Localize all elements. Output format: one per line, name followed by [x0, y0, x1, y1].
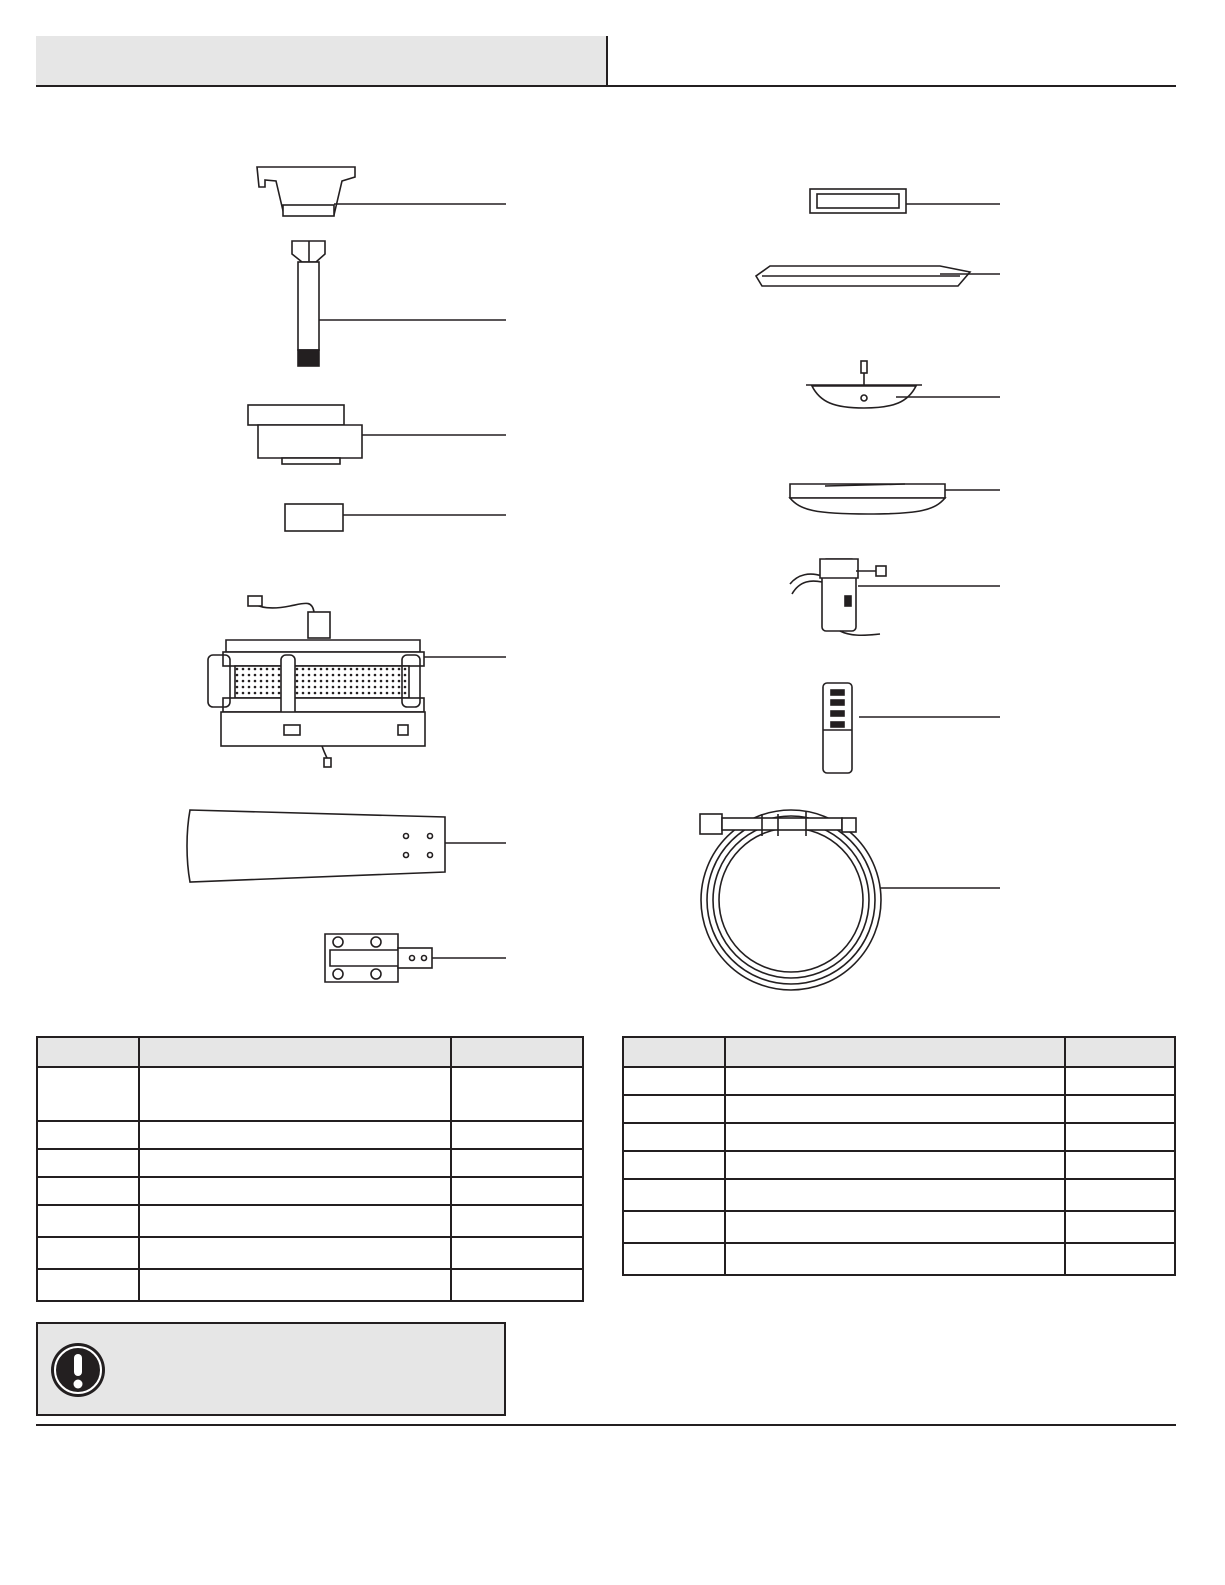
table-cell	[1065, 1151, 1175, 1179]
table-cell	[1065, 1123, 1175, 1151]
col-header-description	[139, 1037, 451, 1067]
table-cell	[451, 1205, 583, 1237]
table-row	[37, 1205, 583, 1237]
table-row	[37, 1237, 583, 1269]
table-cell	[139, 1121, 451, 1149]
parts-table-left	[36, 1036, 584, 1302]
table-header-row	[37, 1037, 583, 1067]
table-cell	[451, 1237, 583, 1269]
table-cell	[139, 1237, 451, 1269]
table-row	[37, 1177, 583, 1205]
light-kit-plate-drawing	[810, 189, 1000, 213]
table-cell	[37, 1237, 139, 1269]
table-cell	[37, 1149, 139, 1177]
table-cell	[37, 1269, 139, 1301]
table-cell	[623, 1123, 725, 1151]
table-cell	[1065, 1179, 1175, 1211]
table-cell	[623, 1151, 725, 1179]
col-header-quantity	[451, 1037, 583, 1067]
blade-bracket-drawing	[325, 934, 506, 982]
table-header-row	[623, 1037, 1175, 1067]
table-cell	[1065, 1211, 1175, 1243]
remote-control-drawing	[823, 683, 1000, 773]
switch-housing-drawing	[756, 266, 1000, 286]
table-row	[623, 1067, 1175, 1095]
canopy-drawing	[248, 405, 506, 464]
table-cell	[451, 1177, 583, 1205]
col-header-part	[623, 1037, 725, 1067]
table-row	[37, 1149, 583, 1177]
table-cell	[725, 1123, 1065, 1151]
table-cell	[1065, 1243, 1175, 1275]
table-row	[623, 1123, 1175, 1151]
table-cell	[451, 1269, 583, 1301]
coupling-cover-drawing	[285, 504, 506, 531]
table-row	[623, 1095, 1175, 1123]
table-cell	[623, 1067, 725, 1095]
table-cell	[37, 1067, 139, 1121]
table-cell	[725, 1211, 1065, 1243]
notice-box	[36, 1322, 506, 1416]
footer-rule	[36, 1424, 1176, 1426]
blade-drawing	[187, 810, 506, 882]
table-cell	[139, 1269, 451, 1301]
table-cell	[623, 1179, 725, 1211]
table-row	[37, 1269, 583, 1301]
led-light-kit-drawing	[806, 361, 1000, 408]
receiver-drawing	[790, 559, 1000, 635]
table-cell	[1065, 1067, 1175, 1095]
table-row	[37, 1121, 583, 1149]
table-cell	[725, 1095, 1065, 1123]
downrod-drawing	[292, 241, 506, 366]
table-cell	[139, 1205, 451, 1237]
table-cell	[623, 1211, 725, 1243]
table-cell	[623, 1095, 725, 1123]
glass-shade-drawing	[790, 484, 1000, 514]
table-row	[623, 1151, 1175, 1179]
table-cell	[451, 1067, 583, 1121]
table-cell	[139, 1067, 451, 1121]
motor-assembly-drawing	[208, 596, 506, 767]
table-cell	[451, 1121, 583, 1149]
table-cell	[623, 1243, 725, 1275]
table-cell	[37, 1121, 139, 1149]
table-row	[623, 1211, 1175, 1243]
table-cell	[1065, 1095, 1175, 1123]
parts-table-right	[622, 1036, 1176, 1276]
col-header-part	[37, 1037, 139, 1067]
table-cell	[37, 1205, 139, 1237]
col-header-quantity	[1065, 1037, 1175, 1067]
wire-harness-drawing	[700, 810, 1000, 990]
table-cell	[139, 1149, 451, 1177]
table-cell	[139, 1177, 451, 1205]
table-row	[37, 1067, 583, 1121]
table-row	[623, 1179, 1175, 1211]
table-cell	[725, 1179, 1065, 1211]
table-cell	[725, 1067, 1065, 1095]
table-cell	[725, 1151, 1065, 1179]
col-header-description	[725, 1037, 1065, 1067]
mounting-bracket-drawing	[257, 167, 506, 216]
table-cell	[37, 1177, 139, 1205]
table-row	[623, 1243, 1175, 1275]
table-cell	[451, 1149, 583, 1177]
table-cell	[725, 1243, 1065, 1275]
exclamation-circle-icon	[50, 1342, 106, 1398]
